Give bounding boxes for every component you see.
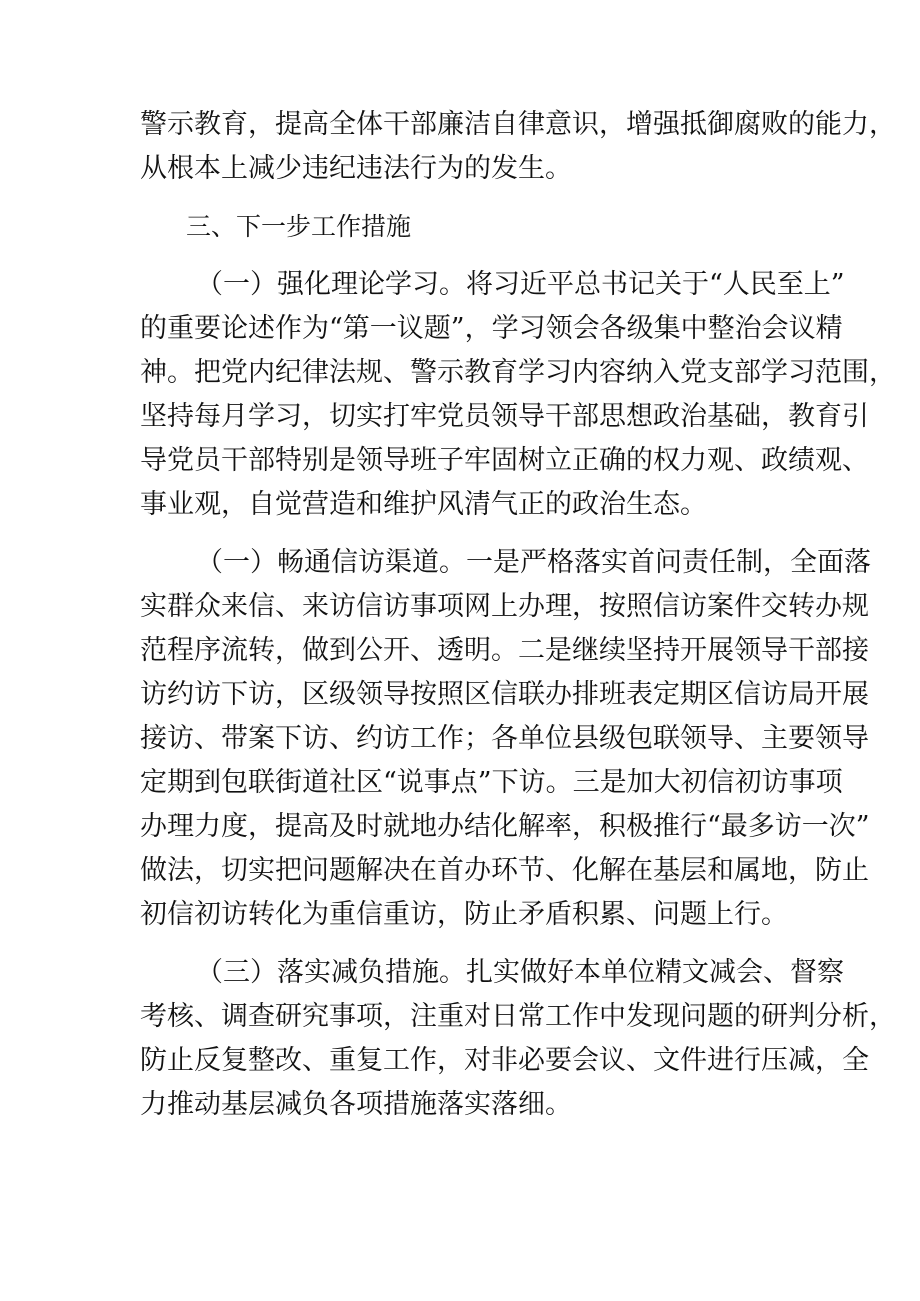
- text-line: 神。把党内纪律法规、警示教育学习内容纳入党支部学习范围，: [140, 357, 896, 388]
- paragraph-petition-channels: [140, 541, 871, 937]
- text-line: 接访、带案下访、约访工作；各单位县级包联领导、主要领导: [140, 723, 869, 754]
- text-line: （三）落实减负措施。扎实做好本单位精文减会、督察: [196, 957, 844, 988]
- text-line: 访约访下访，区级领导按照区信联办排班表定期区信访局开展: [140, 679, 869, 710]
- paragraph-theory-study: [140, 263, 896, 527]
- text-line: 防止反复整改、重复工作，对非必要会议、文件进行压减，全: [140, 1045, 869, 1076]
- paragraph-burden-reduction: [140, 951, 896, 1127]
- text-line: 事业观，自觉营造和维护风清气正的政治生态。: [140, 489, 707, 520]
- text-line: 从根本上减少违纪违法行为的发生。: [140, 153, 572, 184]
- text-line: 实群众来信、来访信访事项网上办理，按照信访案件交转办规: [140, 591, 869, 622]
- text-line: 的重要论述作为“第一议题”，学习领会各级集中整治会议精: [140, 313, 843, 344]
- document-body: [140, 103, 896, 1127]
- text-line: 办理力度，提高及时就地办结化解率，积极推行“最多访一次”: [140, 811, 870, 842]
- text-line: （一）强化理论学习。将习近平总书记关于“人民至上”: [196, 269, 845, 300]
- text-line: 坚持每月学习，切实打牢党员领导干部思想政治基础，教育引: [140, 401, 869, 432]
- text-line: 初信初访转化为重信重访，防止矛盾积累、问题上行。: [140, 899, 788, 930]
- text-line: （一）畅通信访渠道。一是严格落实首问责任制，全面落: [196, 547, 871, 578]
- text-line: 警示教育，提高全体干部廉洁自律意识，增强抵御腐败的能力，: [140, 109, 896, 140]
- paragraph-continuation: [140, 103, 896, 191]
- text-line: 导党员干部特别是领导班子牢固树立正确的权力观、政绩观、: [140, 445, 869, 476]
- text-line: 力推动基层减负各项措施落实落细。: [140, 1089, 572, 1120]
- section-heading: 三、下一步工作措施: [186, 212, 412, 241]
- text-line: 定期到包联街道社区“说事点”下访。三是加大初信初访事项: [140, 767, 843, 798]
- text-line: 范程序流转，做到公开、透明。二是继续坚持开展领导干部接: [140, 635, 869, 666]
- text-line: 做法，切实把问题解决在首办环节、化解在基层和属地，防止: [140, 855, 869, 886]
- text-line: 考核、调查研究事项，注重对日常工作中发现问题的研判分析，: [140, 1001, 896, 1032]
